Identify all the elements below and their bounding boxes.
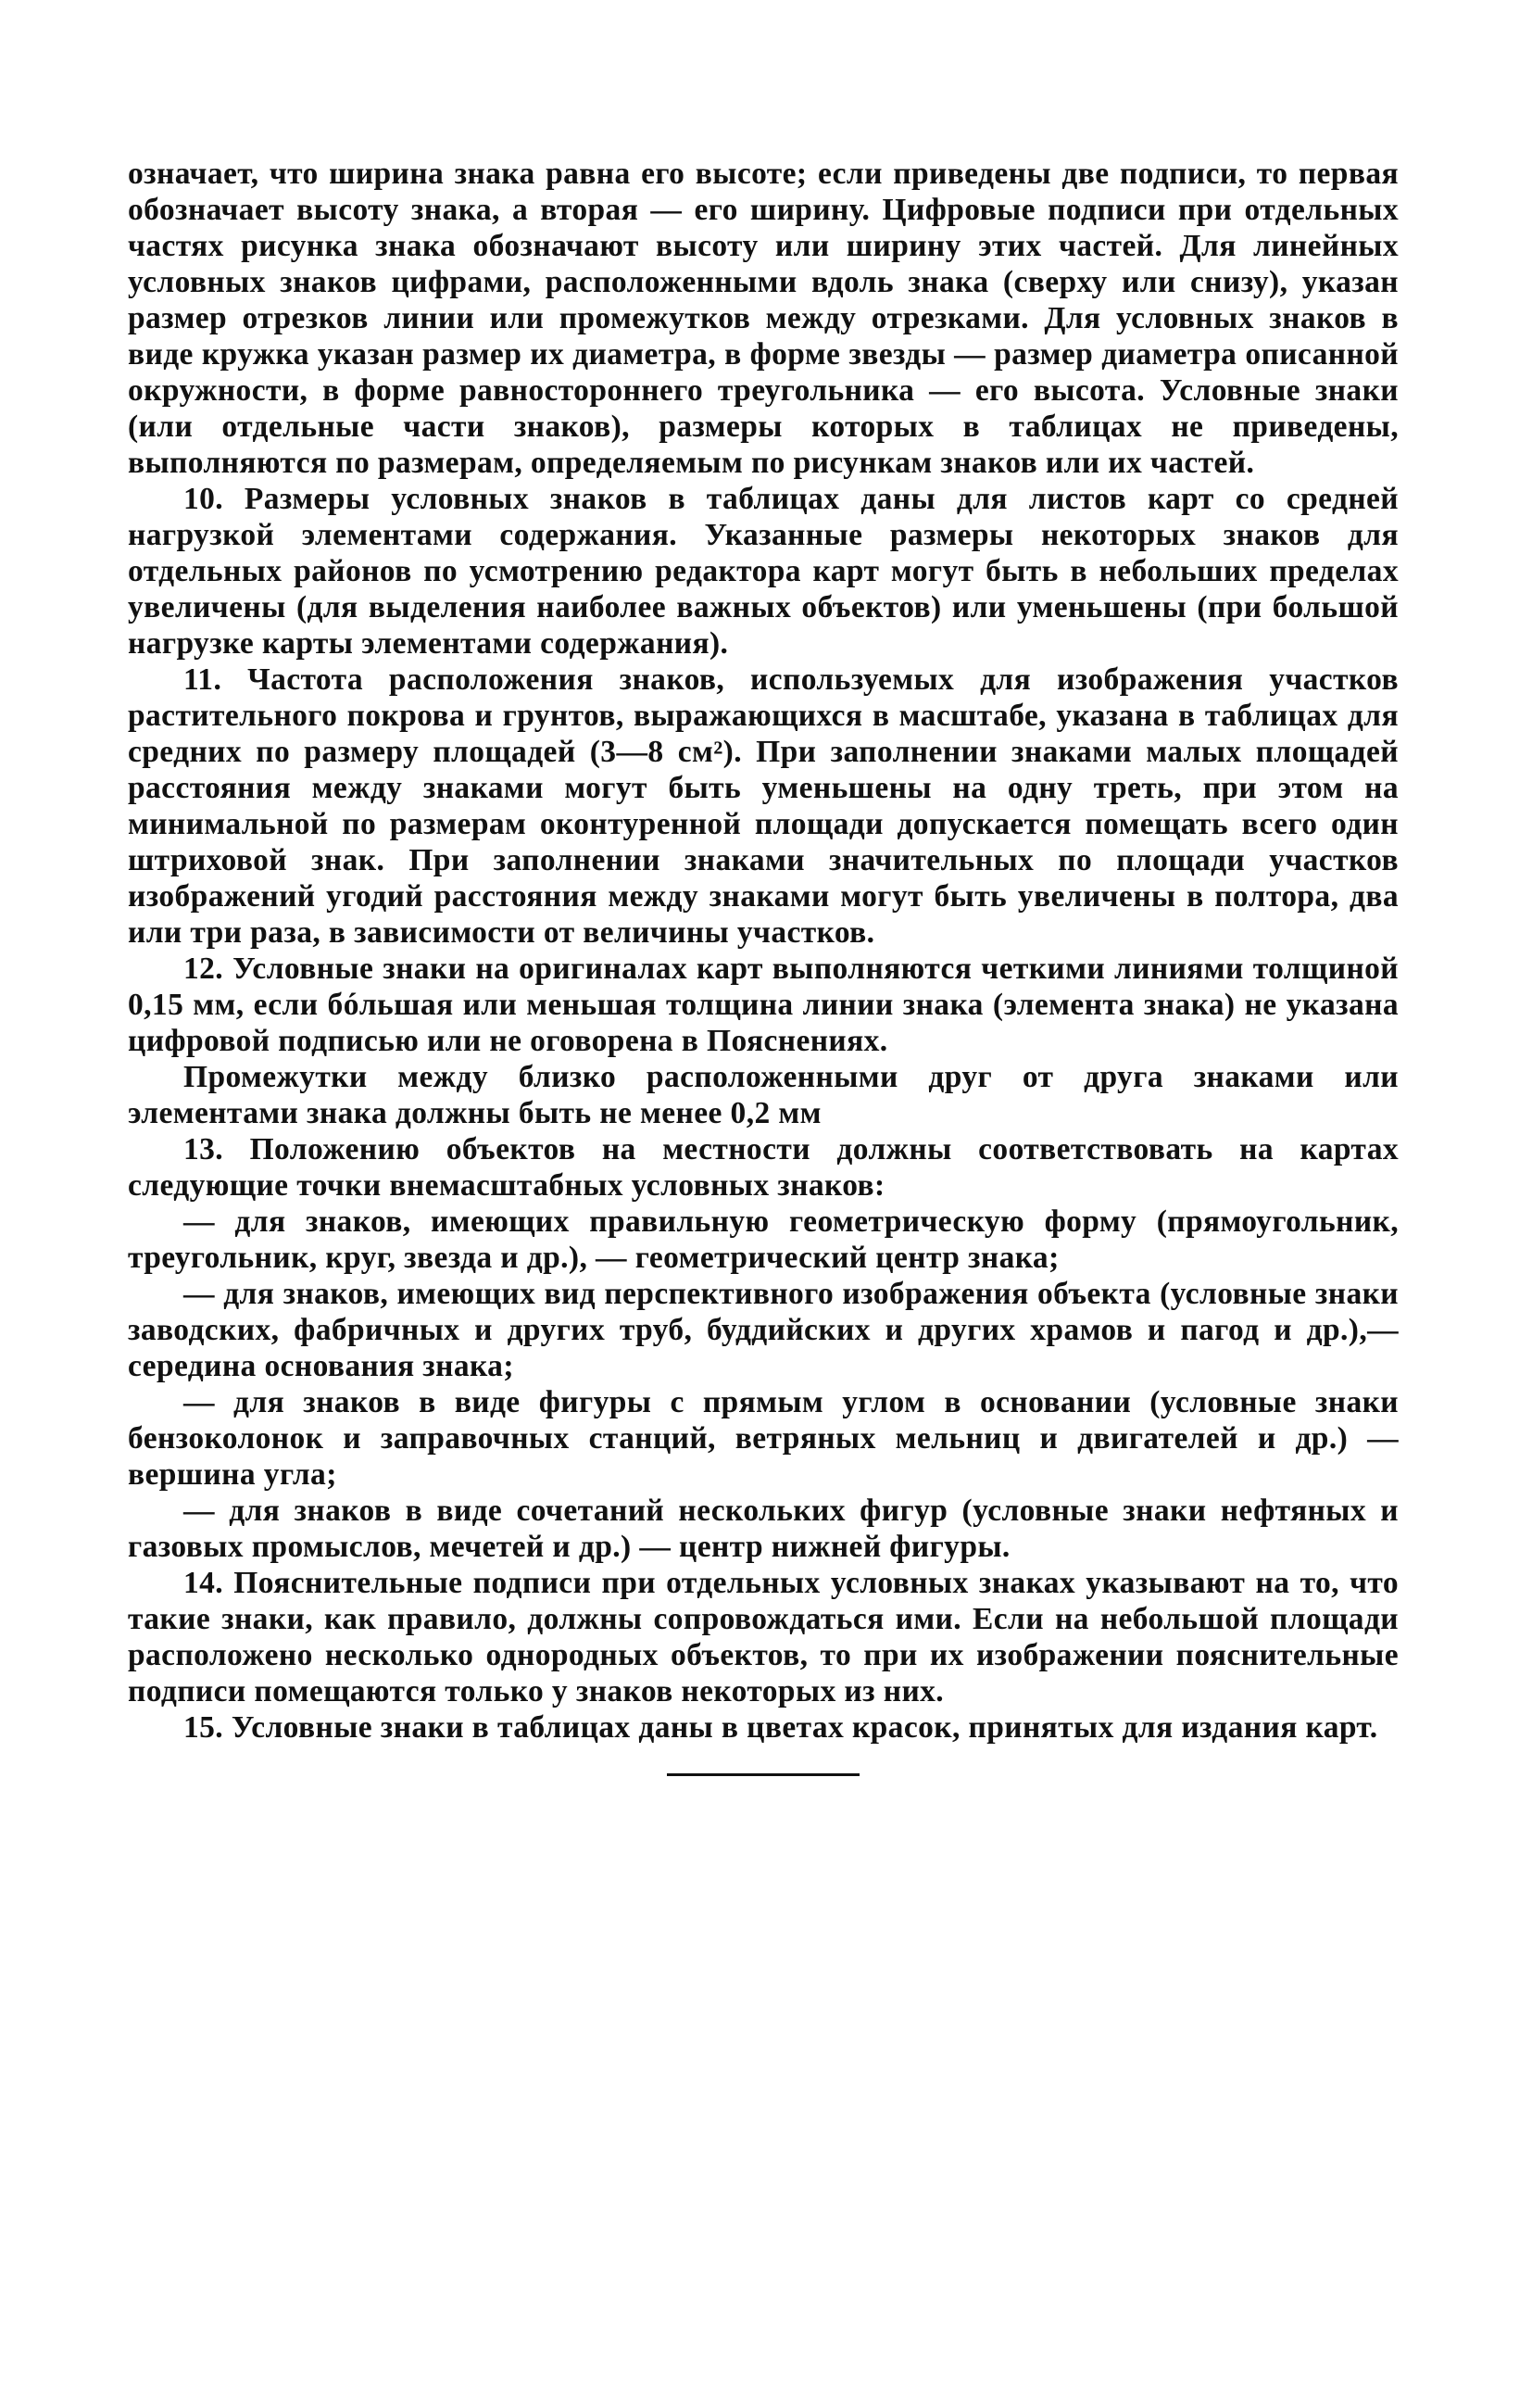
paragraph-item-13-combined: — для знаков в виде сочетаний нескольких фигур (условные знаки нефтяных и газовых промыслов, мечетей и др.) — центр нижней фигуры.	[128, 1494, 1399, 1564]
paragraph-item-13: 13. Положению объектов на местности должны соответствовать на картах следующие точки внемасштабных условных знаков:	[128, 1132, 1399, 1203]
paragraph-item-13-right-angle: — для знаков в виде фигуры с прямым углом в основании (условные знаки бензоколонок и заправочных станций, ветряных мельниц и двигателей и др.) — вершина угла;	[128, 1385, 1399, 1492]
section-end-rule	[667, 1773, 860, 1776]
paragraph-item-12-gaps: Промежутки между близко расположенными друг от друга знаками или элементами знака должны быть не менее 0,2 мм	[128, 1060, 1399, 1130]
paragraph-item-12: 12. Условные знаки на оригиналах карт выполняются четкими линиями толщиной 0,15 мм, если бóльшая или меньшая толщина линии знака (элемента знака) не указана цифровой подписью или не оговорена в Пояснениях.	[128, 952, 1399, 1058]
document-body	[128, 156, 1399, 1746]
paragraph-item-15: 15. Условные знаки в таблицах даны в цветах красок, принятых для издания карт.	[183, 1710, 1378, 1745]
paragraph-item-10: 10. Размеры условных знаков в таблицах даны для листов карт со средней нагрузкой элементами содержания. Указанные размеры некоторых знаков для отдельных районов по усмотрению редактора карт могут быть в небольших пределах увеличены (для выделения наиболее важных объектов) или уменьшены (при большой нагрузке карты элементами содержания).	[128, 482, 1399, 661]
paragraph-continuation: означает, что ширина знака равна его высоте; если приведены две подписи, то первая обозначает высоту знака, а вторая — его ширину. Цифровые подписи при отдельных частях рисунка знака обозначают высоту или ширину этих частей. Для линейных условных знаков цифрами, расположенными вдоль знака (сверху или снизу), указан размер отрезков линии или промежутков между отрезками. Для условных знаков в виде кружка указан размер их диаметра, в форме звезды — размер диаметра описанной окружности, в форме равностороннего треугольника — его высота. Условные знаки (или отдельные части знаков), размеры которых в таблицах не приведены, выполняются по размерам, определяемым по рисункам знаков или их частей.	[128, 157, 1399, 480]
paragraph-item-13-perspective: — для знаков, имеющих вид перспективного изображения объекта (условные знаки заводских, фабричных и других труб, буддийских и других храмов и пагод и др.),— середина основания знака;	[128, 1277, 1399, 1383]
paragraph-item-11: 11. Частота расположения знаков, используемых для изображения участков растительного покрова и грунтов, выражающихся в масштабе, указана в таблицах для средних по размеру площадей (3—8 см²). При заполнении знаками малых площадей расстояния между знаками могут быть уменьшены на одну треть, при этом на минимальной по размерам оконтуренной площади допускается помещать всего один штриховой знак. При заполнении знаками значительных по площади участков изображений угодий расстояния между знаками могут быть увеличены в полтора, два или три раза, в зависимости от величины участков.	[128, 662, 1399, 950]
paragraph-item-14: 14. Пояснительные подписи при отдельных условных знаках указывают на то, что такие знаки, как правило, должны сопровождаться ими. Если на небольшой площади расположено несколько однородных объектов, то при их изображении пояснительные подписи помещаются только у знаков некоторых из них.	[128, 1566, 1399, 1708]
paragraph-item-13-geometric: — для знаков, имеющих правильную геометрическую форму (прямоугольник, треугольник, круг, звезда и др.), — геометрический центр знака;	[128, 1204, 1399, 1275]
